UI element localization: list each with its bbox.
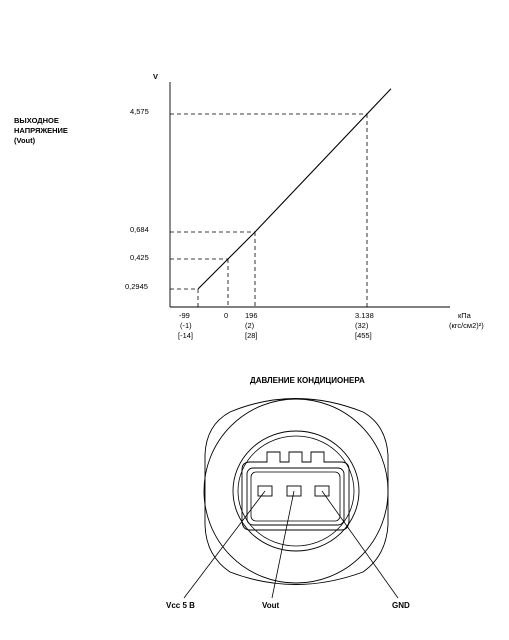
sensor-connector-drawing xyxy=(184,399,398,599)
x-tick-196: 196 xyxy=(245,311,258,320)
pin-label-gnd: GND xyxy=(392,601,410,610)
x-tick-196-psi: [28] xyxy=(245,331,258,340)
x-axis-unit-kgf: (кгс/см2)²) xyxy=(449,321,484,330)
x-tick-3138-psi: [455] xyxy=(355,331,372,340)
x-tick-3138: 3.138 xyxy=(355,311,374,320)
connector-title: ДАВЛЕНИЕ КОНДИЦИОНЕРА xyxy=(250,376,365,385)
y-tick-02945: 0,2945 xyxy=(125,282,148,291)
y-tick-0684: 0,684 xyxy=(130,225,149,234)
x-tick-minus99-psi: [-14] xyxy=(178,331,194,340)
y-tick-0425: 0,425 xyxy=(130,253,149,262)
x-tick-minus99-kgf: (-1) xyxy=(180,321,192,330)
x-tick-0: 0 xyxy=(224,311,229,320)
voltage-pressure-graph xyxy=(14,72,484,340)
x-axis-unit: кПа xyxy=(458,311,471,320)
y-axis-title-line-2: НАПРЯЖЕНИЕ xyxy=(14,126,68,135)
y-axis-unit: V xyxy=(153,72,159,81)
pin-label-vout: Vout xyxy=(262,601,280,610)
y-axis-title-line-1: ВЫХОДНОЕ xyxy=(14,116,59,125)
connector-cavity xyxy=(251,472,340,521)
pin-label-vcc: Vcc 5 B xyxy=(166,601,195,610)
sensor-inner-ring xyxy=(238,436,354,546)
x-tick-minus99: -99 xyxy=(179,311,190,320)
x-tick-196-kgf: (2) xyxy=(245,321,255,330)
connector-housing-inner xyxy=(247,468,344,525)
sensor-outer-ring xyxy=(204,399,388,583)
y-tick-4575: 4,575 xyxy=(130,107,149,116)
leader-vcc xyxy=(184,491,265,598)
y-axis-title-line-3: (Vout) xyxy=(14,136,36,145)
x-tick-3138-kgf: (32) xyxy=(355,321,369,330)
